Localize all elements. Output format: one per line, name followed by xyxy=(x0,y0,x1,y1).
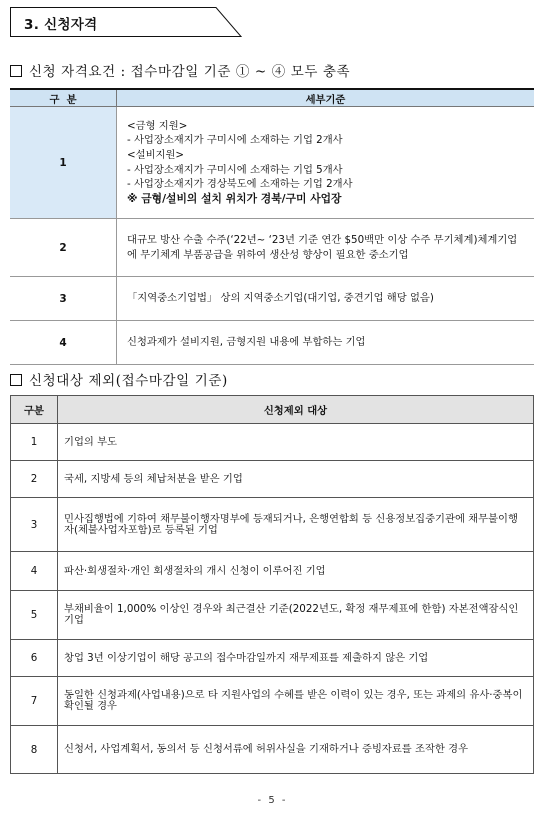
table-row xyxy=(11,591,534,640)
row-text: 부채비율이 1,000% 이상인 경우와 최근결산 기준(2022년도, 확정 재무제표에 한함) 자본전액잠식인 기업 xyxy=(58,591,534,640)
row-criteria: 「지역중소기업법」 상의 지역중소기업(대기업, 중견기업 해당 없음) xyxy=(117,277,535,321)
criteria-line: <설비지원> xyxy=(127,148,185,161)
table-row xyxy=(10,107,534,219)
row-criteria: 대규모 방산 수출 수주(‘22년~ ‘23년 기준 연간 $50백만 이상 수주 무기체계)체계기업에 무기체계 부품공급을 위하여 생산성 향상이 필요한 중소기업 xyxy=(117,219,535,277)
table-row xyxy=(11,461,534,498)
row-number: 1 xyxy=(10,107,117,219)
row-number: 6 xyxy=(11,640,58,677)
row-number: 4 xyxy=(11,552,58,591)
row-number: 3 xyxy=(11,498,58,552)
row-text: 국세, 지방세 등의 체납처분을 받은 기업 xyxy=(58,461,534,498)
criteria-note: ※ 금형/설비의 설치 위치가 경북/구미 사업장 xyxy=(127,191,342,205)
row-text: 기업의 부도 xyxy=(58,424,534,461)
row-number: 3 xyxy=(10,277,117,321)
exclusion-heading-text: 신청대상 제외(접수마감일 기준) xyxy=(29,373,228,389)
checkbox-square-icon xyxy=(10,65,22,77)
row-number: 5 xyxy=(11,591,58,640)
row-number: 7 xyxy=(11,677,58,726)
eligibility-heading xyxy=(10,60,350,80)
exclusion-table xyxy=(10,395,534,774)
row-text: 신청서, 사업계획서, 동의서 등 신청서류에 허위사실을 기재하거나 증빙자료를 조작한 경우 xyxy=(58,726,534,774)
page-number: - 5 - xyxy=(257,795,288,806)
row-criteria: 신청과제가 설비지원, 금형지원 내용에 부합하는 기업 xyxy=(117,321,535,365)
exclusion-col-category: 구분 xyxy=(11,396,58,424)
table-row xyxy=(11,498,534,552)
eligibility-col-category: 구 분 xyxy=(10,89,117,107)
exclusion-col-target: 신청제외 대상 xyxy=(58,396,534,424)
criteria-line: - 사업장소재지가 경상북도에 소재하는 기업 2개사 xyxy=(127,178,353,191)
eligibility-heading-text: 신청 자격요건 : 접수마감일 기준 ① ~ ④ 모두 충족 xyxy=(29,64,351,80)
row-text: 창업 3년 이상기업이 해당 공고의 접수마감일까지 재무제표를 제출하지 않은 기업 xyxy=(58,640,534,677)
checkbox-square-icon xyxy=(10,374,22,386)
row-text: 파산·회생절차·개인 회생절차의 개시 신청이 이루어진 기업 xyxy=(58,552,534,591)
eligibility-col-criteria: 세부기준 xyxy=(117,89,535,107)
table-row xyxy=(11,726,534,774)
section-tab xyxy=(10,7,242,37)
exclusion-heading xyxy=(10,369,228,389)
row-number: 4 xyxy=(10,321,117,365)
eligibility-table xyxy=(10,88,534,365)
row-text: 동일한 신청과제(사업내용)으로 타 지원사업의 수혜를 받은 이력이 있는 경우, 또는 과제의 유사·중복이 확인될 경우 xyxy=(58,677,534,726)
table-row xyxy=(10,321,534,365)
table-row xyxy=(11,552,534,591)
criteria-line: - 사업장소재지가 구미시에 소재하는 기업 5개사 xyxy=(127,163,343,176)
table-row xyxy=(10,277,534,321)
table-row xyxy=(11,677,534,726)
row-number: 8 xyxy=(11,726,58,774)
table-row xyxy=(10,219,534,277)
section-title: 3. 신청자격 xyxy=(24,17,98,33)
criteria-line: - 사업장소재지가 구미시에 소재하는 기업 2개사 xyxy=(127,134,343,147)
row-criteria xyxy=(117,107,535,219)
table-row xyxy=(11,424,534,461)
criteria-line: <금형 지원> xyxy=(127,119,188,132)
row-number: 2 xyxy=(10,219,117,277)
row-number: 1 xyxy=(11,424,58,461)
row-number: 2 xyxy=(11,461,58,498)
table-row xyxy=(11,640,534,677)
row-text: 민사집행법에 기하여 채무불이행자명부에 등재되거나, 은행연합회 등 신용정보집중기관에 채무불이행자(체불사업자포함)로 등록된 기업 xyxy=(58,498,534,552)
